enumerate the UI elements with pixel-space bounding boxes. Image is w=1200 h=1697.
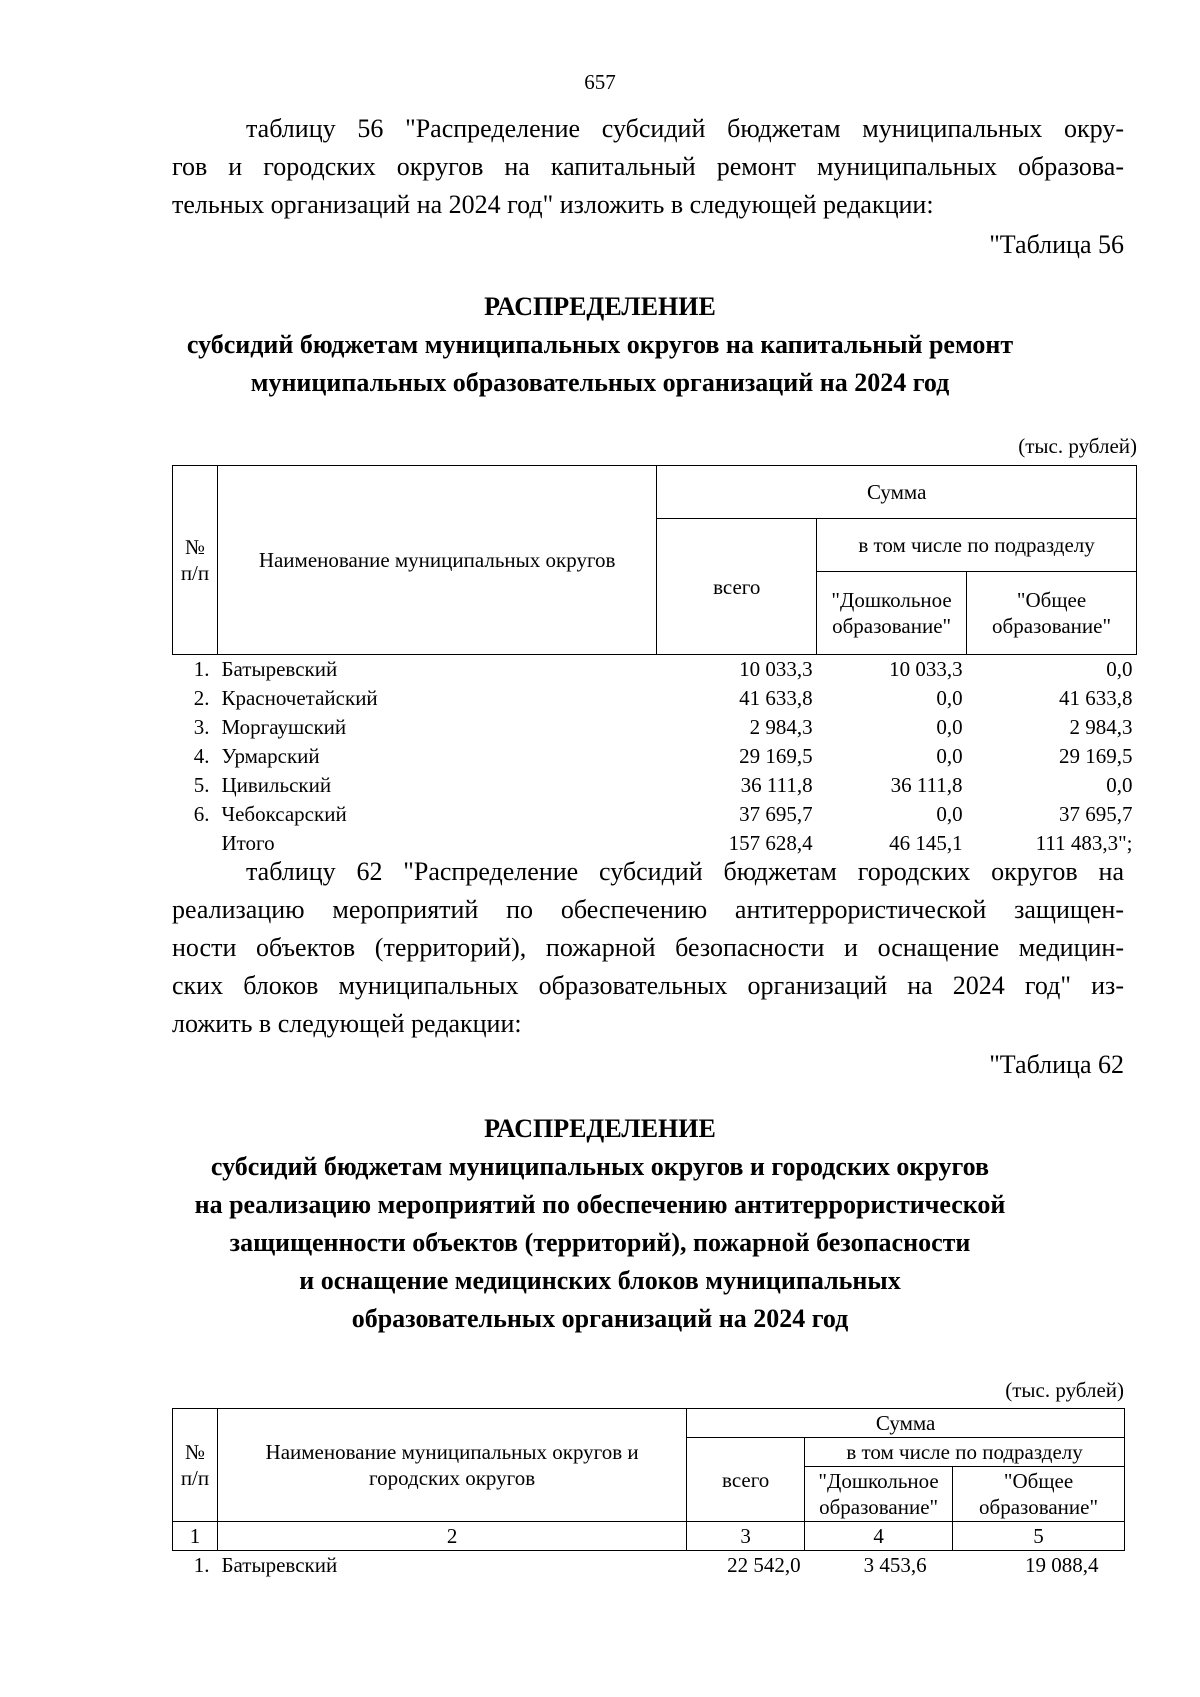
intro-paragraph-table56 (172, 110, 1124, 224)
table-row (173, 655, 1137, 685)
row-general: 41 633,8 (1059, 686, 1133, 710)
table56-label: "Таблица 56 (989, 230, 1124, 259)
text-line: тельных организаций на 2024 год" изложить в следующей редакции: (172, 190, 934, 219)
table62-units: (тыс. рублей) (1005, 1378, 1124, 1402)
row-num: 1. (193, 1553, 210, 1577)
intro-paragraph-table62 (172, 853, 1124, 1043)
table62 (172, 1408, 1125, 1579)
row-num: 3. (193, 715, 210, 739)
column-numbers-row (173, 1522, 1125, 1551)
heading-line: и оснащение медицинских блоков муниципальных (299, 1266, 901, 1295)
row-name: Батыревский (221, 657, 338, 681)
table56-heading (150, 288, 1050, 402)
col-number: 1 (173, 1522, 218, 1551)
col-number: 2 (217, 1522, 686, 1551)
row-general: 37 695,7 (1059, 802, 1133, 826)
row-preschool: 0,0 (936, 715, 963, 739)
col-number: 5 (953, 1522, 1125, 1551)
table62-heading (150, 1110, 1050, 1338)
row-preschool: 36 111,8 (890, 773, 963, 797)
text-line: ложить в следующей редакции: (172, 1009, 522, 1038)
row-preschool: 0,0 (936, 686, 963, 710)
text-line: реализацию мероприятий по обеспечению антитеррористической защищен- (172, 895, 1124, 924)
row-num: 6. (193, 802, 210, 826)
row-name: Красночетайский (221, 686, 378, 710)
row-num: 1. (193, 657, 210, 681)
heading-line: РАСПРЕДЕЛЕНИЕ (484, 292, 716, 321)
row-general: 0,0 (1106, 773, 1133, 797)
table56 (172, 465, 1137, 858)
heading-line: на реализацию мероприятий по обеспечению антитеррористической (194, 1190, 1006, 1219)
header-num: № п/п (173, 466, 218, 655)
row-preschool: 0,0 (936, 802, 963, 826)
table62-label: "Таблица 62 (989, 1050, 1124, 1079)
text-line: таблицу 56 "Распределение субсидий бюджетам муниципальных окру- (246, 114, 1124, 143)
page-number: 657 (584, 70, 616, 94)
row-total: 10 033,3 (739, 657, 813, 681)
table-row (173, 1551, 1125, 1580)
row-num: 4. (193, 744, 210, 768)
row-total: 22 542,0 (727, 1553, 801, 1577)
table-row (173, 684, 1137, 713)
row-name: Чебоксарский (221, 802, 347, 826)
header-general: "Общее образование" (967, 572, 1137, 655)
heading-line: образовательных организаций на 2024 год (351, 1304, 849, 1333)
row-preschool: 46 145,1 (889, 831, 963, 855)
row-name: Батыревский (221, 1553, 338, 1577)
row-general: 2 984,3 (1069, 715, 1133, 739)
header-name: Наименование муниципальных округов (217, 466, 656, 655)
header-total: всего (687, 1438, 805, 1522)
heading-line: субсидий бюджетам муниципальных округов на капитальный ремонт (186, 330, 1014, 359)
text-line: гов и городских округов на капитальный ремонт муниципальных образова- (172, 152, 1124, 181)
header-incl: в том числе по подразделу (805, 1438, 1125, 1467)
header-preschool: "Дошкольное образование" (817, 572, 967, 655)
row-num: 2. (193, 686, 210, 710)
row-preschool: 0,0 (936, 744, 963, 768)
header-num: № п/п (173, 1409, 218, 1522)
header-name: Наименование муниципальных округов и городских округов (217, 1409, 686, 1522)
header-incl: в том числе по подразделу (817, 519, 1137, 572)
row-name: Итого (221, 831, 275, 855)
header-general: "Общее образование" (953, 1467, 1125, 1522)
row-name: Урмарский (221, 744, 320, 768)
header-preschool: "Дошкольное образование" (805, 1467, 953, 1522)
row-total: 2 984,3 (749, 715, 813, 739)
text-line: ности объектов (территорий), пожарной безопасности и оснащение медицин- (172, 933, 1124, 962)
row-total: 157 628,4 (728, 831, 813, 855)
table-row (173, 713, 1137, 742)
text-line: ских блоков муниципальных образовательных организаций на 2024 год" из- (172, 971, 1124, 1000)
row-total: 37 695,7 (739, 802, 813, 826)
heading-line: РАСПРЕДЕЛЕНИЕ (484, 1114, 716, 1143)
row-general: 111 483,3"; (1035, 831, 1133, 855)
header-sum: Сумма (657, 466, 1137, 519)
row-general: 19 088,4 (1025, 1553, 1099, 1577)
table56-units: (тыс. рублей) (1018, 434, 1137, 458)
heading-line: субсидий бюджетам муниципальных округов и городских округов (210, 1152, 990, 1181)
row-total: 36 111,8 (740, 773, 813, 797)
text-line: таблицу 62 "Распределение субсидий бюджетам городских округов на (246, 857, 1124, 886)
heading-line: защищенности объектов (территорий), пожарной безопасности (229, 1228, 971, 1257)
row-general: 0,0 (1106, 657, 1133, 681)
col-number: 3 (687, 1522, 805, 1551)
row-total: 29 169,5 (739, 744, 813, 768)
col-number: 4 (805, 1522, 953, 1551)
row-num: 5. (193, 773, 210, 797)
row-preschool: 3 453,6 (863, 1553, 927, 1577)
table-row (173, 742, 1137, 771)
heading-line: муниципальных образовательных организаций на 2024 год (250, 368, 950, 397)
row-total: 41 633,8 (739, 686, 813, 710)
row-general: 29 169,5 (1059, 744, 1133, 768)
header-sum: Сумма (687, 1409, 1125, 1438)
row-preschool: 10 033,3 (889, 657, 963, 681)
row-name: Моргаушский (221, 715, 347, 739)
row-name: Цивильский (221, 773, 332, 797)
table-row (173, 800, 1137, 829)
table-row (173, 771, 1137, 800)
header-total: всего (657, 519, 817, 655)
